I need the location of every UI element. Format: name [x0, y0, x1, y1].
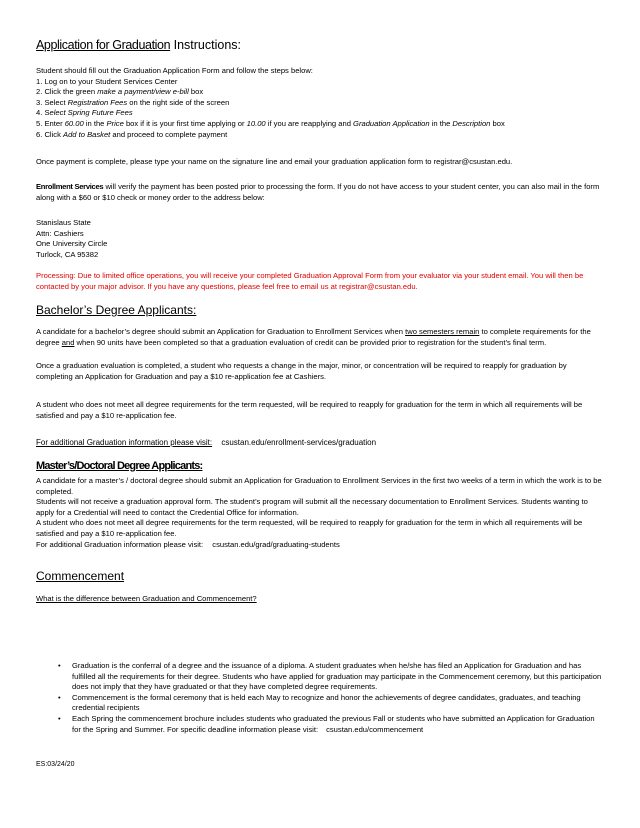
- instructions-steps: [36, 66, 604, 140]
- step-4: [36, 108, 604, 119]
- masters-title: Master’s/Doctoral Degree Applicants:: [36, 460, 203, 472]
- bullet-brochure-text: Each Spring the commencement brochure includes students who graduated the previous Fall or students who have submitted an Application for Graduation for the Spring and Summer. For specific deadline information please visit:: [72, 713, 595, 734]
- bachelor-title: Bachelor’s Degree Applicants:: [36, 303, 197, 317]
- step-5-text-d: if you are reapplying and: [265, 118, 354, 128]
- enrollment-services-note: [36, 182, 604, 203]
- step-4-text: 4. S: [36, 108, 50, 118]
- step-2-emphasis: make a payment/view e-bill: [97, 87, 189, 97]
- step-6: [36, 130, 604, 141]
- enrollment-services-text: will verify the payment has been posted prior to processing the form. If you do not have access to your student center, you can also mail in the form along with a $60 or $10 check or money order to the address below:: [36, 182, 600, 202]
- bullet-commencement-definition: • Commencement is the formal ceremony that is held each May to recognize and honor the achievements of degree candidates, graduates, and teaching credential recipients: [72, 693, 602, 714]
- address-line-2: Attn: Cashiers: [36, 228, 84, 238]
- bachelor-p1-text-c: when 90 units have been completed so that a graduation evaluation of credit can be provided prior to registration for the student’s final term.: [74, 337, 547, 347]
- processing-notice: Processing: Due to limited office operations, you will receive your completed Graduation Approval Form from your evaluator via your student email. You will then be contacted by your major advisor. If you have any questions, please feel free to email us at registrar@csustan.edu.: [36, 271, 584, 291]
- commencement-question: What is the difference between Graduation and Commencement?: [36, 594, 257, 603]
- payment-note: Once payment is complete, please type your name on the signature line and email your graduation application form to registrar@csustan.edu.: [36, 157, 513, 166]
- masters-info-line: [36, 540, 604, 551]
- step-2-tail: box: [188, 87, 204, 97]
- instructions-intro: Student should fill out the Graduation Application Form and follow the steps below:: [36, 66, 313, 75]
- step-4-emphasis: elect Spring Future Fees: [49, 108, 133, 118]
- step-5-graduation-application: Graduation Application: [353, 118, 430, 128]
- bachelor-paragraph-3: A student who does not meet all degree requirements for the term requested, will be required to reapply for graduation for the term in which all requirements will be satisfied and pay a $10 re-application fee.: [36, 400, 583, 420]
- bullet-graduation-definition: • Graduation is the conferral of a degree and the issuance of a diploma. A student graduates when he/she has filed an Application for Graduation and has fulfilled all the requirements for their degree. Students who have applied for graduation may participate in the Commencement ceremony, but this participation does not imply that they have graduated or that they have completed degree requirements.: [72, 661, 602, 693]
- step-5-text-b: in the: [83, 118, 107, 128]
- bachelor-p1-text-a: A candidate for a bachelor’s degree should submit an Application for Graduation to Enrollment Services when: [36, 327, 406, 336]
- step-6-text: 6. Click: [36, 129, 64, 139]
- footer-code: ES:03/24/20: [36, 761, 75, 768]
- step-5-text-c: box if it is your first time applying or: [123, 118, 247, 128]
- instructions-title-bold: Application for Graduation: [36, 38, 171, 52]
- masters-paragraph-3: A student who does not meet all degree requirements for the term requested, will be required to reapply for graduation for the term in which all requirements will be satisfied and pay a $10 re-application fee.: [36, 518, 583, 538]
- commencement-link[interactable]: csustan.edu/commencement: [326, 724, 424, 734]
- bachelor-info-link[interactable]: csustan.edu/enrollment-services/graduation: [221, 438, 377, 447]
- bullet-brochure-info: [72, 714, 602, 735]
- bachelor-info-label: For additional Graduation information please visit:: [36, 438, 213, 447]
- step-2-text: 2. Click the green: [36, 87, 98, 97]
- step-1: 1. Log on to your Student Services Center: [36, 76, 178, 86]
- bachelor-p1-text-b: to complete requirements for the degree: [36, 327, 591, 347]
- step-3-emphasis: Registration Fees: [67, 97, 128, 107]
- step-5-description-field: Description: [452, 118, 491, 128]
- step-6-tail: and proceed to complete payment: [110, 129, 228, 139]
- step-6-emphasis: Add to Basket: [63, 129, 111, 139]
- bachelor-info-line: [36, 438, 376, 449]
- step-5: [36, 119, 604, 130]
- bachelor-paragraph-1: [36, 327, 604, 348]
- step-5-text-a: 5. Enter: [36, 118, 65, 128]
- commencement-title: Commencement: [36, 569, 125, 583]
- bachelor-p1-emphasis-a: two semesters remain: [405, 327, 480, 336]
- masters-info-link[interactable]: csustan.edu/grad/graduating-students: [212, 539, 340, 549]
- step-5-reapply-amount: 10.00: [246, 118, 266, 128]
- step-5-text-e: in the: [429, 118, 453, 128]
- step-5-first-amount: 60.00: [64, 118, 84, 128]
- instructions-title-rest: Instructions:: [170, 38, 242, 52]
- step-5-tail: box: [490, 118, 505, 128]
- step-3-tail: on the right side of the screen: [127, 97, 230, 107]
- step-2: [36, 87, 604, 98]
- address-line-1: Stanislaus State: [36, 218, 91, 227]
- mailing-address: [36, 218, 604, 260]
- step-3-text: 3. Select: [36, 97, 68, 107]
- step-5-price-field: Price: [106, 118, 124, 128]
- bachelor-paragraph-2: Once a graduation evaluation is completed, a student who requests a change in the major, minor, or concentration will be required to reapply for graduation by completing an Application for Graduation and pay a $10 re-application fee at Cashiers.: [36, 361, 567, 381]
- enrollment-services-label: Enrollment Services: [36, 182, 104, 191]
- address-line-3: One University Circle: [36, 239, 108, 249]
- masters-paragraph-2: Students will not receive a graduation approval form. The student’s program will submit all the necessary documentation to Enrollment Services. Students wanting to apply for a Credential will need to contact the Credential Office for information.: [36, 497, 588, 517]
- masters-paragraphs: [36, 476, 604, 550]
- masters-paragraph-1: A candidate for a master’s / doctoral degree should submit an Application for Graduation to Enrollment Services in the first two weeks of a term in which the work is to be completed.: [36, 476, 602, 496]
- commencement-bullet-list: [72, 661, 602, 735]
- masters-info-label: For additional Graduation information please visit:: [36, 539, 204, 549]
- step-3: [36, 98, 604, 109]
- address-line-4: Turlock, CA 95382: [36, 249, 99, 259]
- bachelor-p1-emphasis-b: and: [61, 337, 75, 347]
- instructions-title: [36, 38, 241, 53]
